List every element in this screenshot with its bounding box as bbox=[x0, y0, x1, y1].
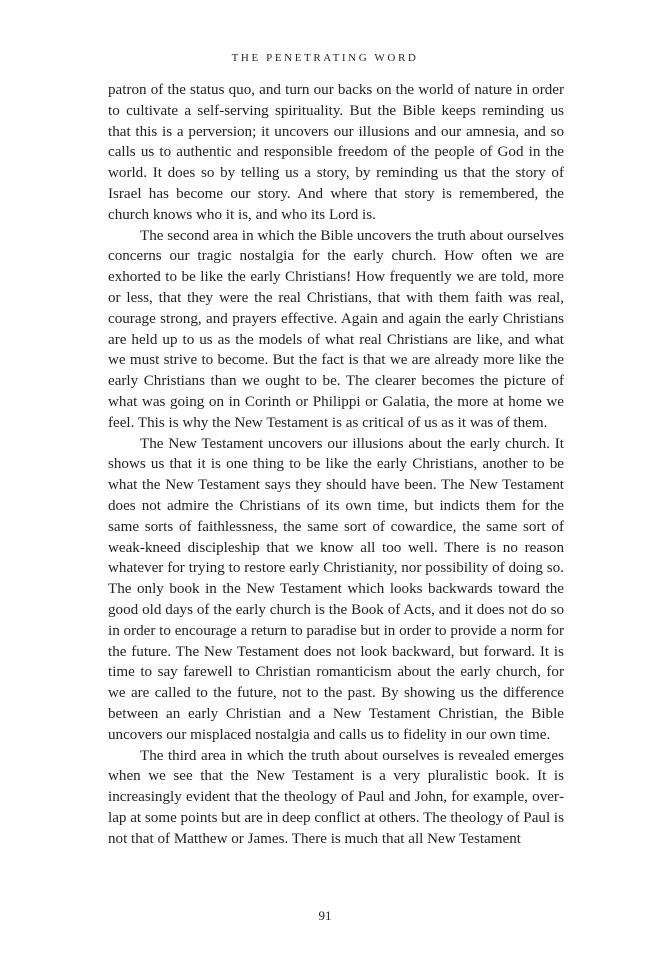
paragraph: The third area in which the truth about ourselves is revealed emerges when we see that the New Testament is a very pluralistic book. It is increasingly evident that the theology of Paul and John, for example, overlap at some points but are in deep conflict at others. The theology of Paul is not that of Matthew or James. There is much that all New Testament bbox=[108, 747, 564, 847]
body-text bbox=[108, 80, 564, 849]
paragraph-continued: patron of the status quo, and turn our backs on the world of nature in order to cultivate a self-serving spirituality. But the Bible keeps reminding us that this is a perversion; it uncovers our illusions and our amnesia, and so calls us to authentic and responsible freedom of the people of God in the world. It does so by telling us a story, by reminding us that the story of Israel has become our story. And where that story is remembered, the church knows who it is, and who its Lord is. bbox=[108, 82, 564, 223]
running-head: THE PENETRATING WORD bbox=[231, 52, 419, 64]
paragraph: The New Testament uncovers our illusions about the early church. It shows us that it is one thing to be like the early Christians, another to be what the New Testament says they should have been. The New Testament does not admire the Christians of its own time, but indicts them for the same sorts of faithlessness, the same sort of cowardice, the same sort of weak-kneed discipleship that we know all too well. There is no reason whatever for trying to restore early Christianity, nor possibility of doing so. The only book in the New Testament which looks backwards toward the good old days of the early church is the Book of Acts, and it does not do so in order to encourage a return to paradise but in order to provide a norm for the future. The New Testament does not look backward, but forward. It is time to say farewell to Christian romanticism about the early church, for we are called to the future, not to the past. By showing us the difference between an early Christian and a New Testament Christian, the Bible uncovers our misplaced nostalgia and calls us to fidelity in our own time. bbox=[108, 435, 564, 743]
paragraph: The second area in which the Bible uncovers the truth about ourselves concerns our tragic nostalgia for the early church. How often we are exhorted to be like the early Christians! How frequently we are told, more or less, that they were the real Christians, that with them faith was real, courage strong, and prayers effective. Again and again the early Christians are held up to us as the models of what real Christians are like, and what we must strive to become. But the fact is that we are already more like the early Christians than we ought to be. The clearer becomes the picture of what was going on in Corinth or Philippi or Galatia, the more at home we feel. This is why the New Testament is as critical of us as it was of them. bbox=[108, 227, 564, 431]
page-number: 91 bbox=[318, 908, 332, 923]
